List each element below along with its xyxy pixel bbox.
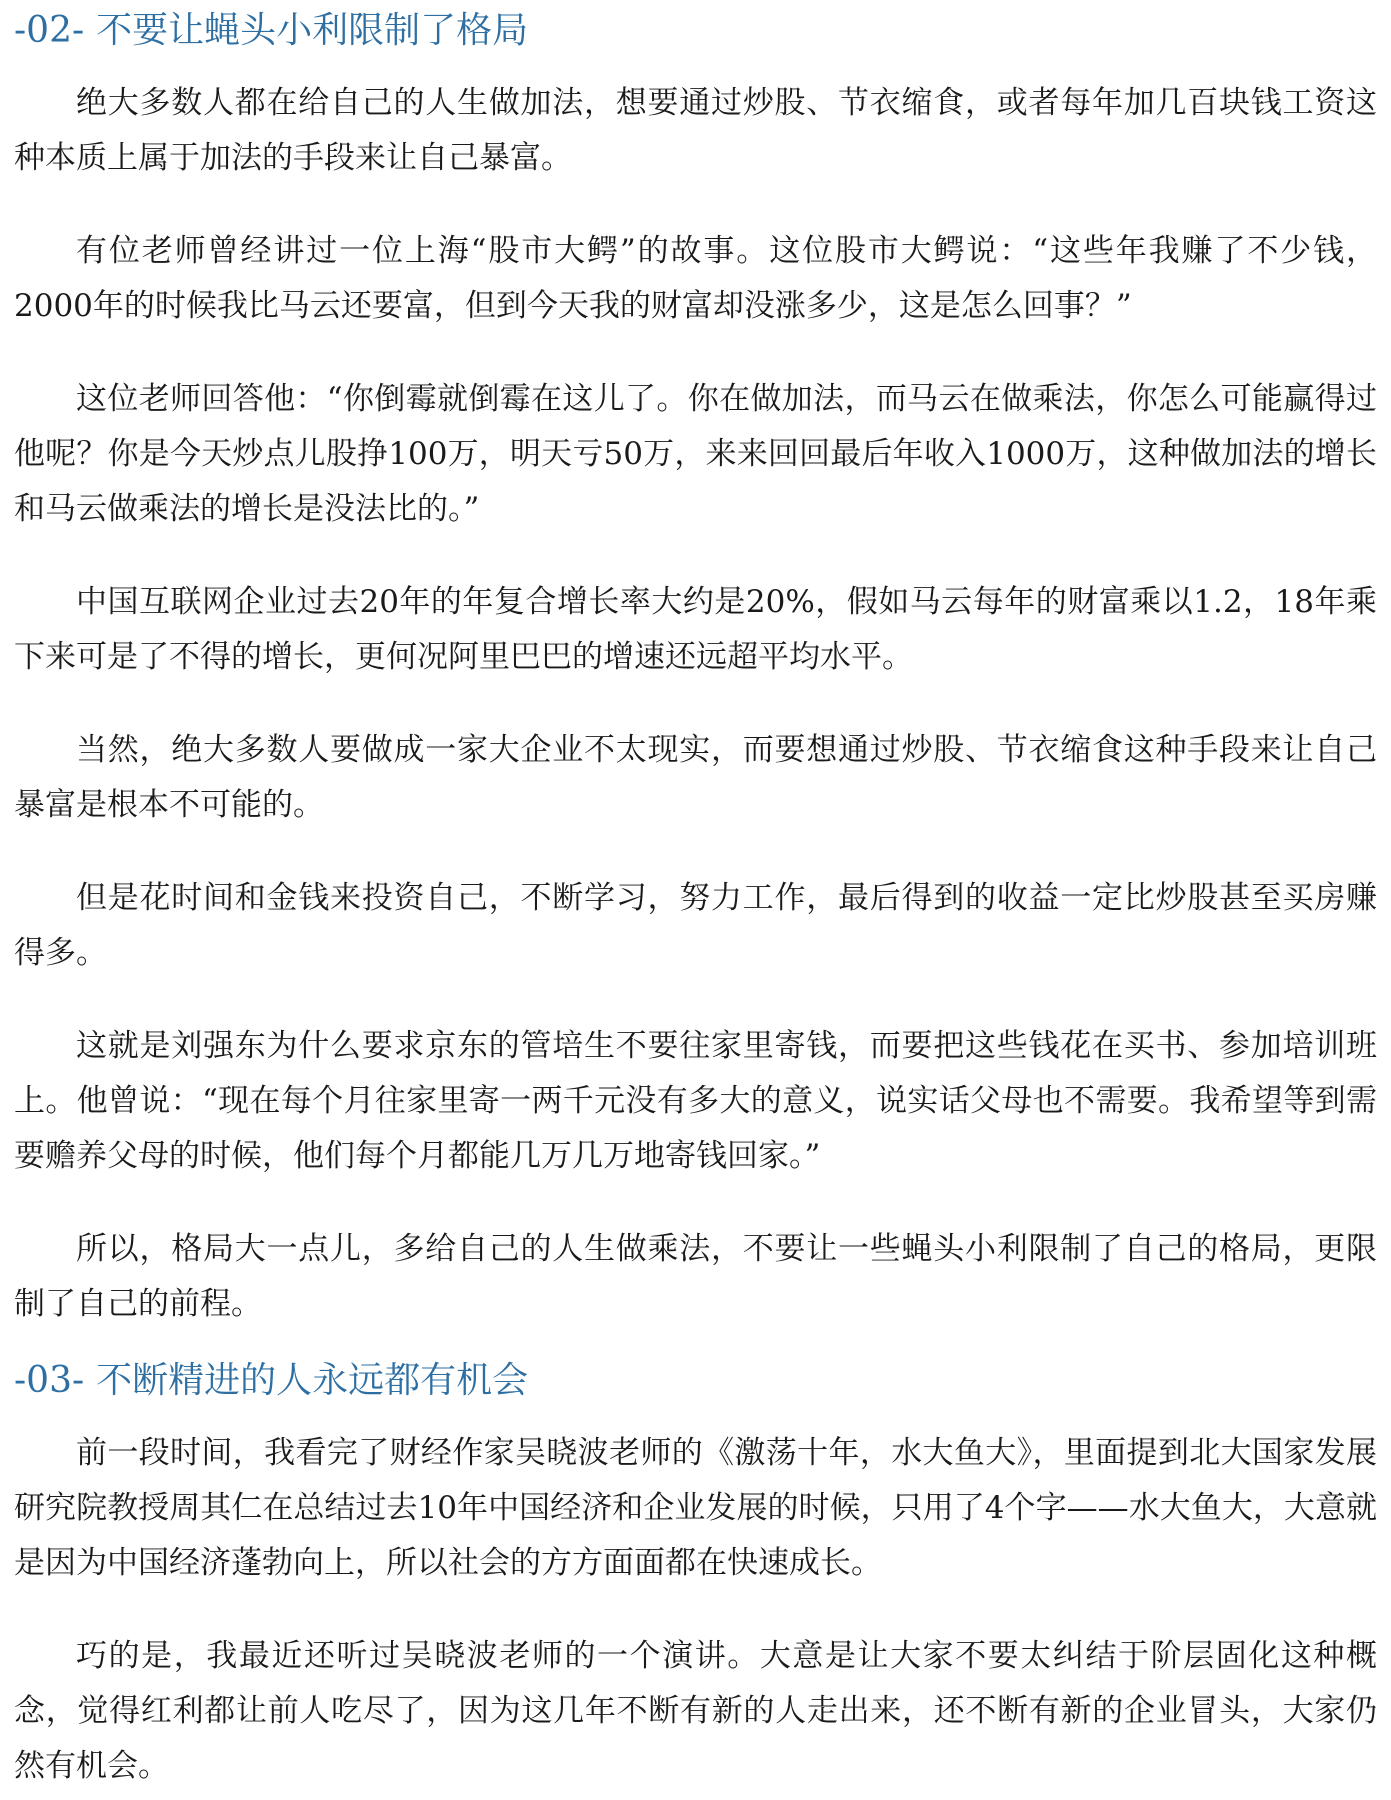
paragraph: 有位老师曾经讲过一位上海“股市大鳄”的故事。这位股市大鳄说：“这些年我赚了不少钱，2000年的时候我比马云还要富，但到今天我的财富却没涨多少，这是怎么回事？” xyxy=(14,233,1377,324)
paragraph: 巧的是，我最近还听过吴晓波老师的一个演讲。大意是让大家不要太纠结于阶层固化这种概念，觉得红利都让前人吃尽了，因为这几年不断有新的人走出来，还不断有新的企业冒头，大家仍然有机会。 xyxy=(14,1638,1377,1784)
paragraph: 但是花时间和金钱来投资自己，不断学习，努力工作，最后得到的收益一定比炒股甚至买房赚得多。 xyxy=(14,880,1377,971)
paragraph: 这就是刘强东为什么要求京东的管培生不要往家里寄钱，而要把这些钱花在买书、参加培训班上。他曾说：“现在每个月往家里寄一两千元没有多大的意义，说实话父母也不需要。我希望等到需要赡养父母的时候，他们每个月都能几万几万地寄钱回家。” xyxy=(14,1028,1377,1174)
section-number: -03- xyxy=(14,1360,85,1401)
paragraph: 所以，格局大一点儿，多给自己的人生做乘法，不要让一些蝇头小利限制了自己的格局，更限制了自己的前程。 xyxy=(14,1231,1377,1322)
section-heading-03 xyxy=(14,1358,1377,1404)
section-heading-02 xyxy=(14,8,1377,54)
paragraph: 中国互联网企业过去20年的年复合增长率大约是20%，假如马云每年的财富乘以1.2，18年乘下来可是了不得的增长，更何况阿里巴巴的增速还远超平均水平。 xyxy=(14,584,1377,675)
paragraph: 绝大多数人都在给自己的人生做加法，想要通过炒股、节衣缩食，或者每年加几百块钱工资这种本质上属于加法的手段来让自己暴富。 xyxy=(14,85,1377,176)
section-number: -02- xyxy=(14,10,85,51)
section-title: 不要让蝇头小利限制了格局 xyxy=(96,10,529,51)
section-title: 不断精进的人永远都有机会 xyxy=(96,1360,529,1401)
paragraph: 前一段时间，我看完了财经作家吴晓波老师的《激荡十年，水大鱼大》，里面提到北大国家发展研究院教授周其仁在总结过去10年中国经济和企业发展的时候，只用了4个字——水大鱼大，大意就是因为中国经济蓬勃向上，所以社会的方方面面都在快速成长。 xyxy=(14,1435,1377,1581)
paragraph: 这位老师回答他：“你倒霉就倒霉在这儿了。你在做加法，而马云在做乘法，你怎么可能赢得过他呢？你是今天炒点儿股挣100万，明天亏50万，来来回回最后年收入1000万，这种做加法的增长和马云做乘法的增长是没法比的。” xyxy=(14,381,1377,527)
paragraph: 当然，绝大多数人要做成一家大企业不太现实，而要想通过炒股、节衣缩食这种手段来让自己暴富是根本不可能的。 xyxy=(14,732,1377,823)
